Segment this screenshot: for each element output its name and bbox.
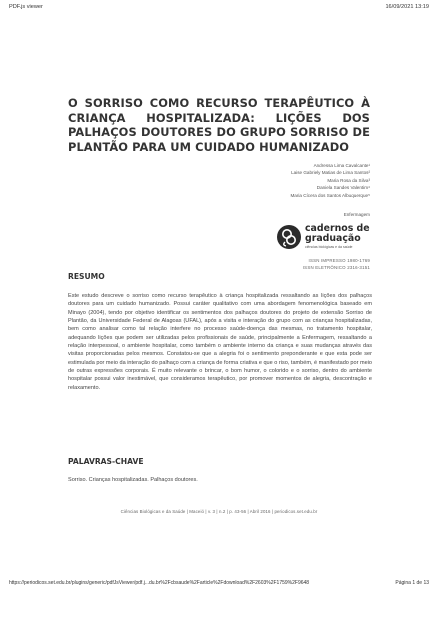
author-name: Laise Gabriely Matias de Lima Santos² <box>291 170 370 176</box>
section-label: Enfermagem <box>343 212 370 217</box>
issn-electronic: ISSN ELETRÔNICO 2316-3151 <box>302 265 370 270</box>
article-title: O SORRISO COMO RECURSO TERAPÊUTICO À CRIANÇA HOSPITALIZADA: LIÇÕES DOS PALHAÇOS DOUTORES DO GRUPO SORRISO DE PLANTÃO PARA UM CUIDADO HUMANIZADO <box>68 96 370 154</box>
page-indicator: Página 1 de 13 <box>395 580 429 586</box>
page-url[interactable]: https://periodicos.set.edu.br/plugins/generic/pdfJsViewer/pdf.j...du.br%2Fcbsaude%2Farticle%2Fdownload%2F2603%2F1759%2F9648 <box>9 580 310 586</box>
journal-logo-tagline: ciências biológicas e da saúde <box>305 245 353 249</box>
journal-logo <box>277 222 371 254</box>
browser-header <box>9 4 429 14</box>
browser-datetime: 16/09/2021 13:19 <box>385 4 429 10</box>
browser-footer <box>9 580 429 590</box>
issn-block <box>303 257 370 271</box>
journal-logo-icon <box>277 225 301 249</box>
journal-logo-wordmark <box>305 224 370 244</box>
journal-logo-line1: cadernos de <box>305 223 370 234</box>
author-list <box>170 162 370 199</box>
keywords-text: Sorriso. Crianças hospitalizadas. Palhaços doutores. <box>68 477 198 483</box>
browser-tab-title: PDF.js viewer <box>9 4 43 10</box>
issn-print: ISSN IMPRESSO 1980-1769 <box>308 258 370 263</box>
author-name: Maria Rosa da Silva³ <box>327 177 370 183</box>
abstract-text: Este estudo descreve o sorriso como recurso terapêutico à criança hospitalizada ressaltando as lições dos palhaços doutores para um cuidado humanizado. Possui caráter qualitativo com uma abordagem fenomenológica baseado em Minayo (2004), tendo por objetivo identificar os sentimentos dos palhaços doutores do projeto de extensão Sorriso de Plantão, da Universidade Federal de Alagoas (UFAL), após a visita e interação do grupo com as crianças hospitalizadas, bem como analisar como tal relação interfere no processo saúde-doença das mesmas, no tratamento hospitalar, adequando lições que podem ser utilizadas pelos profissionais de saúde, principalmente a Enfermagem, ressaltando a relação interpessoal, o ambiente hospitalar, como também o ambiente interno da criança e suas mudanças através das visitas proporcionadas pelos mesmos. Constatou-se que a alegria foi o sentimento preponderante e que esta pode ser estimulada por meio da interação do palhaço com a criança de forma criativa e que o riso, também, é manifestado por meio de outras expressões corporais. É muito relevante o brincar, o bom humor, o colorido e o sorriso, dentro do ambiente hospitalar possui valor inestimável, que consideramos terapêutico, por promover momentos de alegria, descontração e relaxamento. <box>68 293 373 391</box>
author-name: Maria Cícera dos Santos Albuquerque⁵ <box>290 192 370 198</box>
journal-logo-line2: graduação <box>305 232 361 244</box>
author-name: Daniela Sandes Valentim⁴ <box>316 185 370 191</box>
journal-citation: Ciências Biológicas e da Saúde | Maceió | v. 3 | n.2 | p. 43-56 | Abril 2016 | periodicos.set.edu.br <box>120 509 318 514</box>
keywords-heading: PALAVRAS-CHAVE <box>68 457 144 466</box>
author-name: Andressa Lima Cavalcante¹ <box>313 163 370 168</box>
abstract-heading: RESUMO <box>68 272 105 281</box>
